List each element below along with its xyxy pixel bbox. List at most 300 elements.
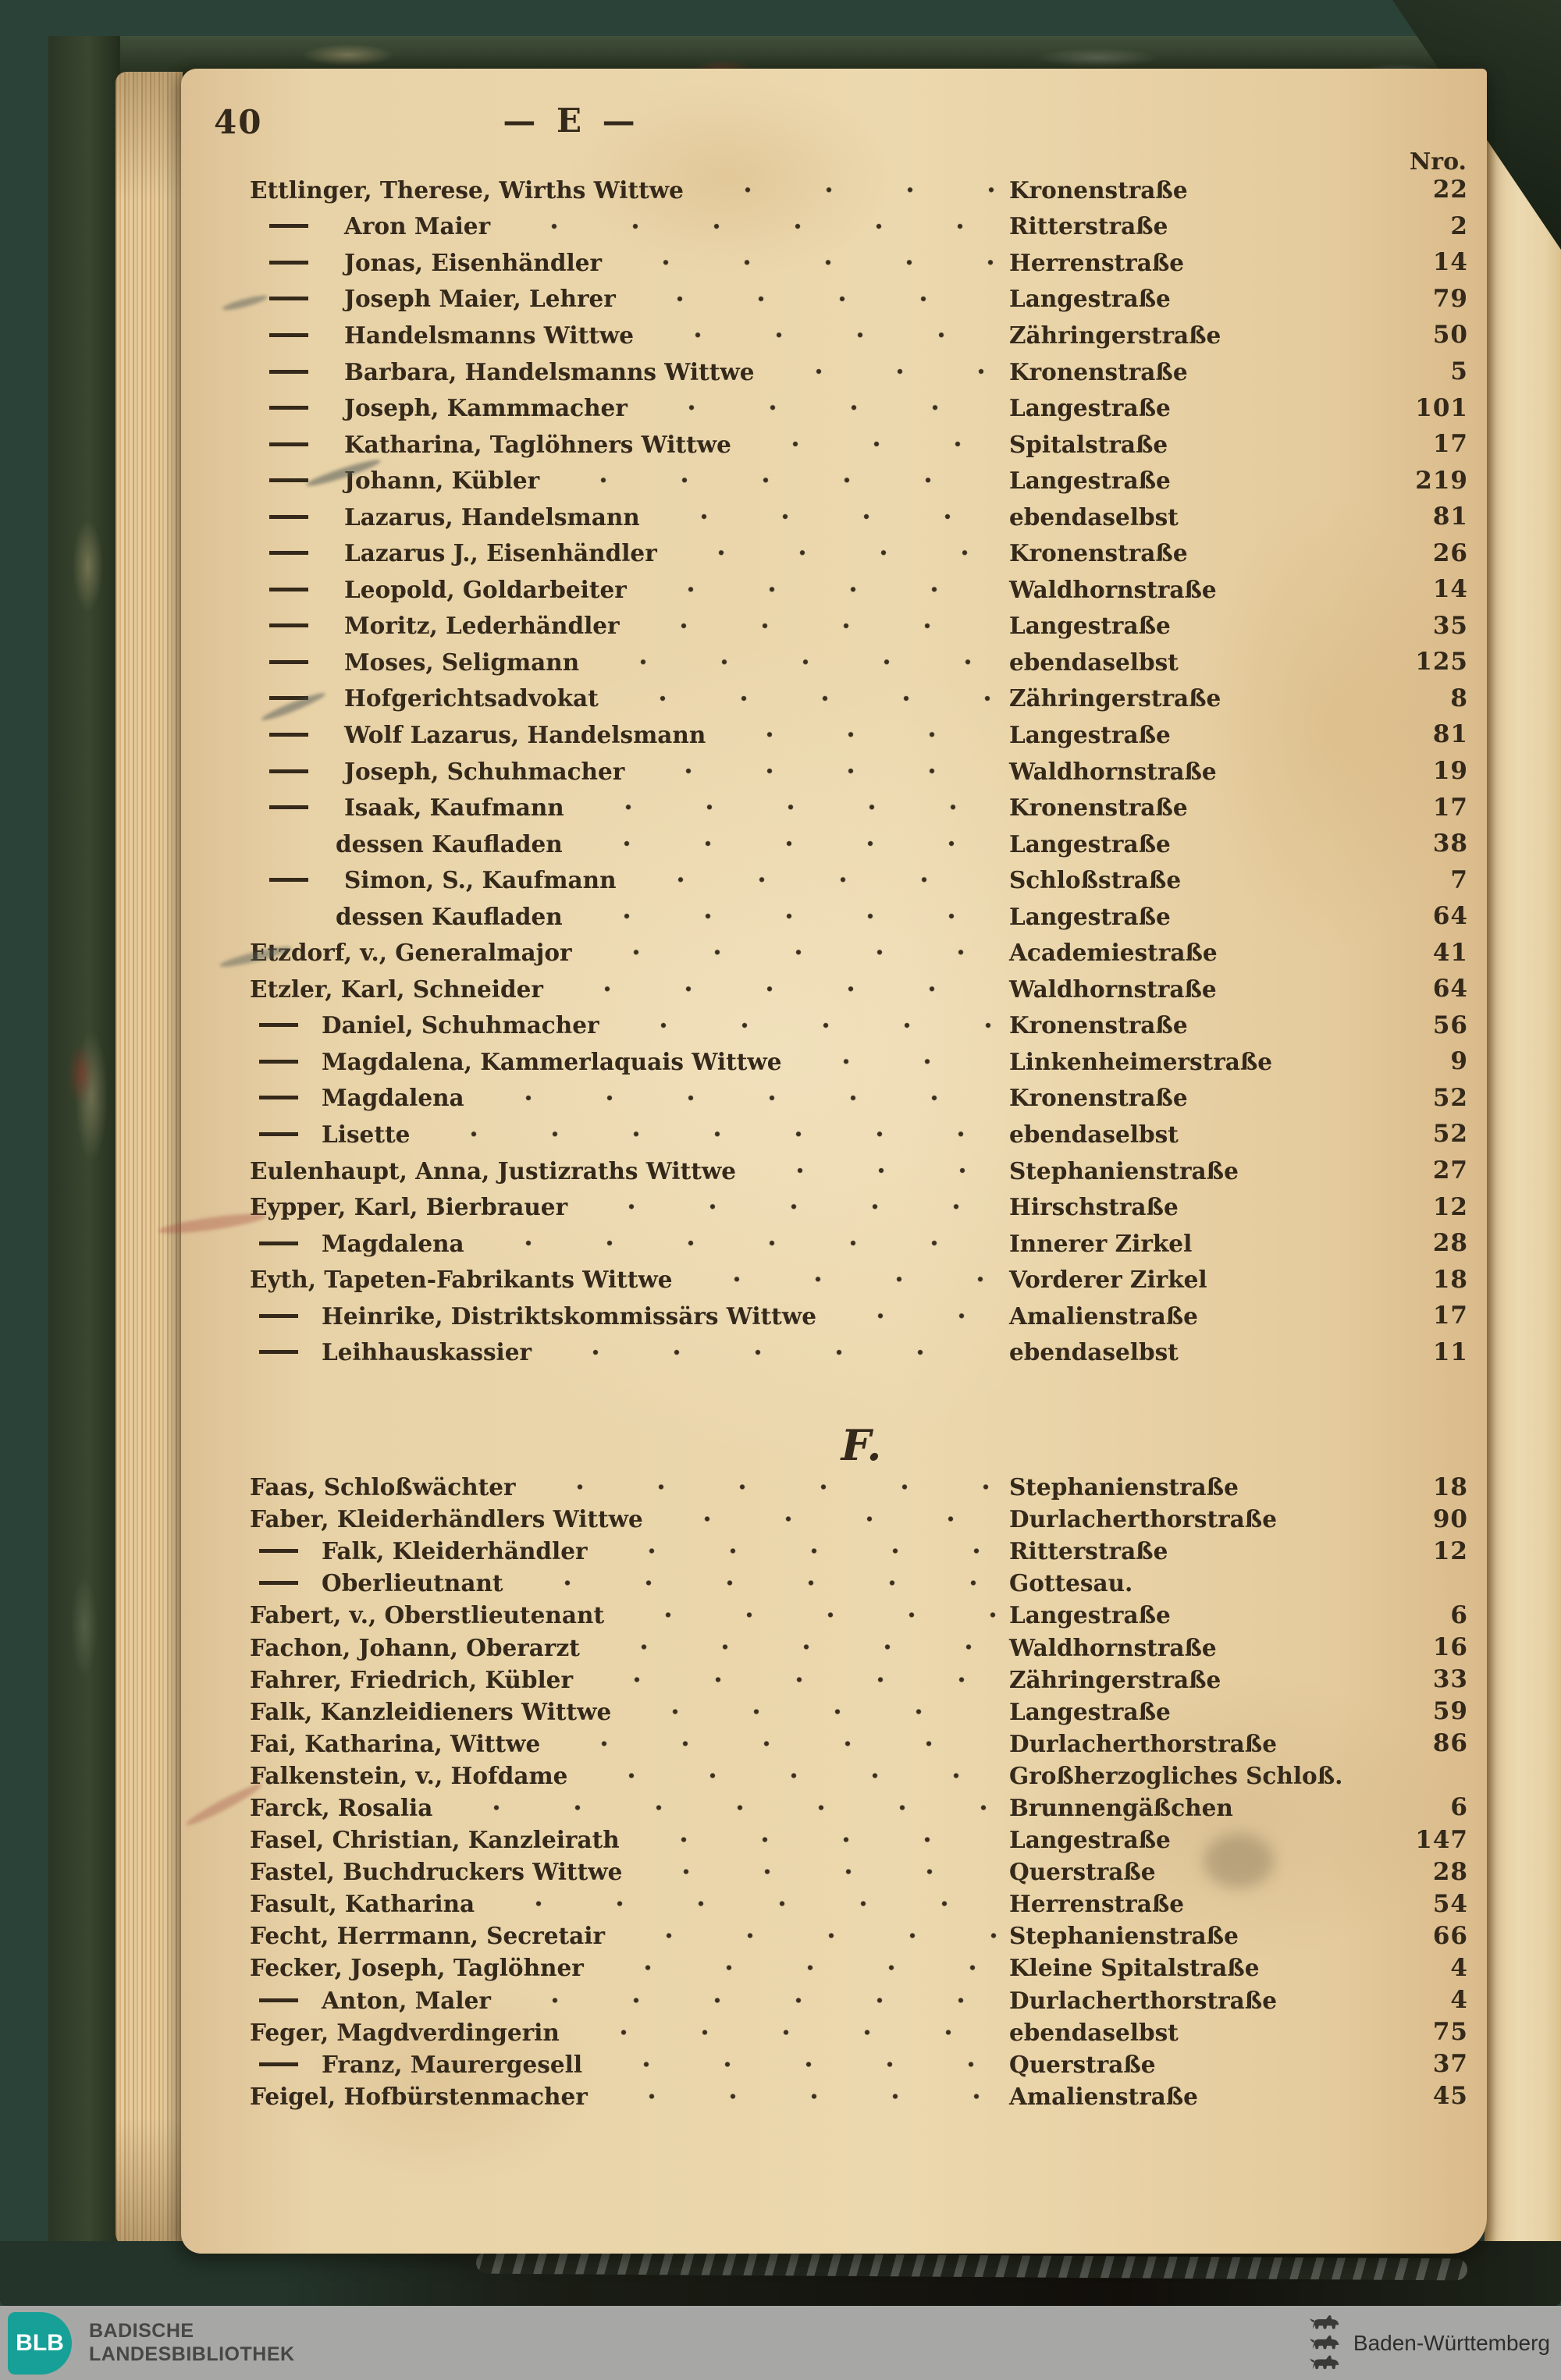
entry-house-number: 81 (1432, 503, 1468, 531)
entry-street: Schloßstraße (1009, 866, 1182, 894)
dot-leader (648, 753, 997, 790)
directory-row (181, 1188, 1487, 1225)
entry-house-number: 75 (1432, 2018, 1468, 2047)
dot-leader (591, 1188, 997, 1225)
directory-row (181, 499, 1487, 535)
ditto-dash (259, 1549, 298, 1553)
dot-leader (759, 1153, 997, 1189)
entry-street: Waldhornstraße (1009, 575, 1217, 603)
entry-name: Faber, Kleiderhändlers Wittwe (250, 1505, 643, 1533)
entry-house-number: 66 (1432, 1921, 1468, 1950)
entry-name: Heinrike, Distriktskommissärs Wittwe (322, 1302, 816, 1330)
dot-leader (586, 826, 997, 862)
section-header-letter-f: F. (841, 1420, 882, 1470)
dot-leader (583, 2016, 997, 2048)
entry-house-number: 56 (1432, 1011, 1468, 1039)
dot-leader (606, 2048, 997, 2080)
directory-row (181, 644, 1487, 680)
directory-row (181, 1728, 1487, 1760)
entry-name: Lisette (322, 1120, 411, 1148)
dot-leader (591, 1760, 997, 1792)
entry-street: ebendaselbst (1009, 1338, 1179, 1366)
street-number-cell (1009, 394, 1487, 422)
directory-row (181, 244, 1487, 281)
street-number-cell (1009, 1047, 1487, 1075)
entry-name: Barbara, Handelsmanns Wittwe (344, 357, 755, 385)
dot-leader (514, 1984, 997, 2016)
ink-stain (1204, 1834, 1274, 1888)
dot-leader (640, 861, 997, 898)
directory-row (181, 789, 1487, 826)
street-number-cell (1009, 1537, 1487, 1565)
dot-leader (628, 1599, 997, 1631)
library-name (89, 2320, 295, 2366)
street-number-cell (1009, 1729, 1487, 1757)
entry-street: Kronenstraße (1009, 539, 1188, 567)
directory-row (181, 934, 1487, 971)
directory-row (181, 716, 1487, 753)
directory-row (181, 1920, 1487, 1952)
dot-leader (657, 317, 997, 353)
directory-row (181, 1298, 1487, 1334)
entry-name: Magdalena (322, 1084, 464, 1112)
entry-street: Langestraße (1009, 1601, 1171, 1629)
directory-row (181, 1567, 1487, 1599)
dot-leader (498, 1888, 997, 1920)
entry-house-number: 6 (1450, 1793, 1468, 1822)
entry-house-number: 41 (1432, 938, 1468, 967)
street-number-cell (1009, 212, 1487, 240)
directory-row (181, 1760, 1487, 1792)
entry-house-number: 11 (1432, 1337, 1468, 1366)
directory-row (181, 1471, 1487, 1503)
entry-house-number: 64 (1432, 975, 1468, 1004)
entry-street: Ritterstraße (1009, 1537, 1168, 1565)
directory-row (181, 1696, 1487, 1728)
street-number-cell (1009, 467, 1487, 495)
dot-leader (681, 535, 997, 571)
entry-street: Herrenstraße (1009, 1890, 1185, 1918)
entry-name: Faas, Schloßwächter (250, 1473, 516, 1501)
entry-house-number: 16 (1432, 1633, 1468, 1662)
dot-leader (635, 1696, 997, 1728)
entry-name: Fastel, Buchdruckers Wittwe (250, 1858, 623, 1886)
entry-street: Langestraße (1009, 829, 1171, 858)
dot-leader (707, 172, 997, 208)
street-number-cell (1009, 1890, 1487, 1918)
street-number-cell (1009, 1569, 1487, 1597)
street-number-cell (1009, 1954, 1487, 1982)
page-number: 40 (214, 103, 263, 141)
entry-street: ebendaselbst (1009, 2018, 1179, 2046)
street-number-cell (1009, 176, 1487, 204)
street-number-cell (1009, 1505, 1487, 1533)
ditto-dash (269, 733, 308, 737)
street-number-cell (1009, 1665, 1487, 1693)
dot-leader (563, 462, 997, 499)
street-number-cell (1009, 1084, 1487, 1112)
entry-house-number: 7 (1450, 865, 1468, 894)
book-cover-left-edge (48, 36, 120, 2244)
entry-name: Lazarus, Handelsmann (344, 503, 640, 531)
baden-wuerttemberg-lions-icon (1308, 2314, 1342, 2372)
entry-street: Kronenstraße (1009, 357, 1188, 385)
directory-row (181, 1984, 1487, 2016)
entry-name: Isaak, Kaufmann (344, 794, 564, 822)
street-number-cell (1009, 975, 1487, 1003)
entry-name: Joseph, Schuhmacher (344, 757, 625, 785)
entry-name: Magdalena (322, 1229, 464, 1257)
directory-row (181, 1631, 1487, 1663)
entry-house-number: 4 (1450, 1986, 1468, 2015)
ditto-dash (259, 1096, 298, 1099)
entry-house-number: 79 (1432, 284, 1468, 313)
directory-section-e (181, 172, 1487, 1370)
entry-house-number: 86 (1432, 1729, 1468, 1758)
entry-house-number: 219 (1415, 466, 1468, 495)
dot-leader (586, 898, 997, 935)
street-number-cell (1009, 1762, 1487, 1789)
street-number-cell (1009, 648, 1487, 676)
entry-house-number: 9 (1450, 1047, 1468, 1076)
entry-name: Eypper, Karl, Bierbrauer (250, 1193, 568, 1221)
entry-house-number: 2 (1450, 211, 1468, 240)
section-header-letter-e: — E — (503, 101, 640, 140)
directory-row (181, 208, 1487, 245)
ditto-dash (259, 1023, 298, 1027)
entry-name: dessen Kaufladen (336, 829, 563, 858)
entry-house-number: 17 (1432, 430, 1468, 459)
entry-street: Ritterstraße (1009, 212, 1168, 240)
entry-house-number: 81 (1432, 720, 1468, 749)
entry-name: Magdalena, Kammerlaquais Wittwe (322, 1047, 782, 1075)
dot-leader (651, 389, 997, 426)
entry-name: Johann, Kübler (344, 467, 540, 495)
entry-house-number: 26 (1432, 538, 1468, 567)
entry-street: Kronenstraße (1009, 794, 1188, 822)
entry-street: Amalienstraße (1009, 1302, 1198, 1330)
directory-row (181, 1261, 1487, 1298)
directory-row (181, 172, 1487, 208)
entry-name: Moses, Seligmann (344, 648, 580, 676)
entry-street: Innerer Zirkel (1009, 1229, 1193, 1257)
directory-row (181, 426, 1487, 463)
entry-street: ebendaselbst (1009, 648, 1179, 676)
entry-street: Langestraße (1009, 285, 1171, 313)
dot-leader (456, 1792, 997, 1824)
ditto-dash (269, 478, 308, 482)
directory-row (181, 317, 1487, 353)
ditto-dash (269, 588, 308, 591)
dot-leader (628, 1920, 997, 1952)
entry-street: Langestraße (1009, 1697, 1171, 1725)
entry-street: Stephanienstraße (1009, 1473, 1239, 1501)
dot-leader (539, 1471, 997, 1503)
street-number-cell (1009, 430, 1487, 458)
entry-name: Handelsmanns Wittwe (344, 321, 634, 349)
street-number-cell (1009, 1986, 1487, 2014)
ditto-dash (259, 1350, 298, 1354)
dot-leader (555, 1334, 997, 1371)
entry-name: Falk, Kanzleidieners Wittwe (250, 1697, 612, 1725)
entry-name: Fahrer, Friedrich, Kübler (250, 1665, 573, 1693)
directory-row (181, 1535, 1487, 1567)
directory-row (181, 898, 1487, 935)
dot-leader (567, 971, 997, 1007)
street-number-cell (1009, 2050, 1487, 2078)
ditto-dash (269, 224, 308, 228)
blb-logo-text: BLB (16, 2329, 64, 2356)
dot-leader (840, 1298, 997, 1334)
directory-row (181, 1599, 1487, 1631)
library-name-line2: LANDESBIBLIOTHEK (89, 2343, 295, 2365)
entry-street: Langestraße (1009, 394, 1171, 422)
entry-street: Gottesau. (1009, 1569, 1133, 1597)
entry-street: Hirschstraße (1009, 1193, 1179, 1221)
ditto-dash (269, 442, 308, 446)
directory-row (181, 1007, 1487, 1044)
directory-row (181, 2080, 1487, 2112)
entry-house-number: 50 (1432, 321, 1468, 350)
entry-street: Waldhornstraße (1009, 757, 1217, 785)
directory-row (181, 2048, 1487, 2080)
entry-name: Etzdorf, v., Generalmajor (250, 939, 572, 967)
street-number-cell (1009, 902, 1487, 930)
entry-street: Amalienstraße (1009, 2082, 1198, 2110)
directory-row (181, 1043, 1487, 1080)
dot-leader (433, 1116, 997, 1153)
entry-house-number: 147 (1415, 1825, 1468, 1854)
entry-house-number: 27 (1432, 1156, 1468, 1185)
directory-row (181, 1334, 1487, 1371)
dot-leader (488, 1080, 997, 1117)
entry-name: Ettlinger, Therese, Wirths Wittwe (250, 176, 684, 204)
dot-leader (667, 1503, 997, 1535)
directory-row (181, 535, 1487, 571)
dot-leader (603, 644, 997, 680)
adjacent-page-edge (1485, 45, 1561, 2250)
entry-house-number: 12 (1432, 1536, 1468, 1565)
street-number-cell (1009, 1601, 1487, 1629)
entry-house-number: 125 (1415, 648, 1468, 677)
street-number-cell (1009, 1266, 1487, 1294)
dot-leader (488, 1225, 997, 1262)
street-number-cell (1009, 357, 1487, 385)
street-number-cell (1009, 1922, 1487, 1950)
street-number-cell (1009, 1156, 1487, 1185)
dot-leader (527, 1567, 997, 1599)
ditto-dash (269, 261, 308, 265)
dot-leader (596, 1664, 997, 1696)
entry-street: Linkenheimerstraße (1009, 1047, 1273, 1075)
entry-name: Moritz, Lederhändler (344, 612, 620, 640)
ditto-dash (259, 1314, 298, 1318)
directory-row (181, 1824, 1487, 1856)
street-number-cell (1009, 757, 1487, 785)
directory-row (181, 1888, 1487, 1920)
dot-leader (596, 934, 997, 971)
entry-house-number: 45 (1432, 2082, 1468, 2111)
state-branding (1308, 2314, 1550, 2372)
entry-street: Kronenstraße (1009, 176, 1188, 204)
street-number-cell (1009, 720, 1487, 748)
street-number-cell (1009, 321, 1487, 349)
entry-street: Durlacherthorstraße (1009, 1505, 1277, 1533)
entry-name: Joseph Maier, Lehrer (344, 285, 616, 313)
ditto-dash (259, 1242, 298, 1245)
entry-house-number: 12 (1432, 1192, 1468, 1221)
street-number-cell (1009, 1193, 1487, 1221)
entry-house-number: 6 (1450, 1600, 1468, 1629)
entry-name: Fasult, Katharina (250, 1890, 475, 1918)
entry-name: Fasel, Christian, Kanzleirath (250, 1826, 620, 1854)
ditto-dash (259, 1060, 298, 1064)
ditto-dash (269, 297, 308, 300)
directory-row (181, 1952, 1487, 1984)
ditto-dash (259, 2062, 298, 2066)
entry-name: Fachon, Johann, Oberarzt (250, 1633, 580, 1661)
entry-house-number: 101 (1415, 393, 1468, 422)
street-number-cell (1009, 285, 1487, 313)
ditto-dash (269, 878, 308, 882)
dot-leader (639, 281, 997, 318)
ditto-dash (269, 406, 308, 410)
entry-street: ebendaselbst (1009, 1120, 1179, 1148)
entry-house-number: 5 (1450, 357, 1468, 385)
entry-street: Zähringerstraße (1009, 684, 1221, 712)
dot-leader (514, 208, 997, 245)
ditto-dash (269, 370, 308, 374)
entry-street: Zähringerstraße (1009, 321, 1221, 349)
directory-row (181, 1856, 1487, 1888)
entry-street: Querstraße (1009, 1858, 1156, 1886)
entry-name: Anton, Maler (322, 1986, 491, 2014)
ditto-dash (269, 515, 308, 519)
street-number-cell (1009, 1793, 1487, 1821)
directory-row (181, 462, 1487, 499)
entry-street: Langestraße (1009, 467, 1171, 495)
entry-name: Hofgerichtsadvokat (344, 684, 599, 712)
entry-name: Farck, Rosalia (250, 1793, 433, 1821)
entry-house-number: 38 (1432, 829, 1468, 858)
entry-street: Academiestraße (1009, 939, 1218, 967)
entry-house-number: 90 (1432, 1504, 1468, 1533)
directory-row (181, 1153, 1487, 1189)
street-number-cell (1009, 2018, 1487, 2046)
entry-street: Kronenstraße (1009, 1011, 1188, 1039)
entry-house-number: 14 (1432, 575, 1468, 604)
street-number-cell (1009, 829, 1487, 858)
dot-leader (564, 1728, 997, 1760)
entry-name: Katharina, Taglöhners Wittwe (344, 430, 731, 458)
street-number-cell (1009, 1633, 1487, 1661)
street-number-cell (1009, 1011, 1487, 1039)
entry-street: Brunnengäßchen (1009, 1793, 1233, 1821)
street-number-cell (1009, 866, 1487, 894)
entry-name: Leopold, Goldarbeiter (344, 575, 627, 603)
directory-row (181, 571, 1487, 608)
entry-street: Waldhornstraße (1009, 1633, 1217, 1661)
entry-name: Lazarus J., Eisenhändler (344, 539, 657, 567)
street-number-cell (1009, 794, 1487, 822)
entry-street: Langestraße (1009, 902, 1171, 930)
directory-row (181, 1664, 1487, 1696)
entry-street: Stephanienstraße (1009, 1922, 1239, 1950)
entry-house-number: 17 (1432, 793, 1468, 822)
dot-leader (611, 2080, 997, 2112)
dot-leader (625, 244, 997, 281)
entry-house-number: 54 (1432, 1889, 1468, 1918)
scanned-page (181, 69, 1487, 2254)
entry-house-number: 22 (1432, 176, 1468, 204)
entry-street: Zähringerstraße (1009, 1665, 1221, 1693)
dot-leader (622, 680, 997, 717)
entry-name: Feigel, Hofbürstenmacher (250, 2082, 588, 2110)
dot-leader (729, 716, 997, 753)
street-number-cell (1009, 575, 1487, 603)
street-number-cell (1009, 1473, 1487, 1501)
entry-name: Wolf Lazarus, Handelsmann (344, 720, 706, 748)
entry-house-number: 37 (1432, 2050, 1468, 2079)
page-block-fore-edge (116, 72, 183, 2247)
entry-name: Franz, Maurergesell (322, 2050, 583, 2078)
entry-street: Querstraße (1009, 2050, 1156, 2078)
dot-leader (778, 353, 997, 390)
dot-leader (588, 789, 997, 826)
directory-row (181, 2016, 1487, 2048)
directory-row (181, 389, 1487, 426)
street-number-cell (1009, 2082, 1487, 2110)
entry-house-number: 35 (1432, 611, 1468, 640)
directory-row (181, 826, 1487, 862)
street-number-cell (1009, 503, 1487, 531)
entry-street: Waldhornstraße (1009, 975, 1217, 1003)
entry-name: Jonas, Eisenhändler (344, 248, 603, 276)
ditto-dash (269, 623, 308, 627)
entry-house-number: 17 (1432, 1302, 1468, 1330)
entry-name: Falkenstein, v., Hofdame (250, 1761, 568, 1789)
ditto-dash (259, 1132, 298, 1136)
entry-street: ebendaselbst (1009, 503, 1179, 531)
street-number-cell (1009, 1302, 1487, 1330)
entry-name: Fai, Katharina, Wittwe (250, 1729, 541, 1757)
entry-street: Herrenstraße (1009, 248, 1185, 276)
entry-street: Großherzogliches Schloß. (1009, 1761, 1343, 1789)
street-number-cell (1009, 612, 1487, 640)
dot-leader (645, 1856, 997, 1888)
directory-row (181, 680, 1487, 717)
entry-name: Simon, S., Kaufmann (344, 866, 617, 894)
entry-street: Langestraße (1009, 720, 1171, 748)
state-name-label: Baden-Württemberg (1353, 2330, 1550, 2355)
directory-row (181, 753, 1487, 790)
entry-name: Daniel, Schuhmacher (322, 1011, 599, 1039)
entry-house-number: 52 (1432, 1083, 1468, 1112)
ditto-dash (259, 1581, 298, 1585)
directory-row (181, 608, 1487, 645)
dot-leader (805, 1043, 997, 1080)
ditto-dash (269, 660, 308, 664)
entry-house-number: 28 (1432, 1229, 1468, 1258)
entry-name: Eulenhaupt, Anna, Justizraths Wittwe (250, 1156, 737, 1185)
entry-name: Etzler, Karl, Schneider (250, 975, 543, 1003)
entry-house-number: 14 (1432, 248, 1468, 277)
entry-house-number: 18 (1432, 1265, 1468, 1294)
dot-leader (663, 499, 997, 535)
street-number-cell (1009, 1697, 1487, 1725)
entry-house-number: 4 (1450, 1953, 1468, 1982)
ditto-dash (269, 333, 308, 337)
